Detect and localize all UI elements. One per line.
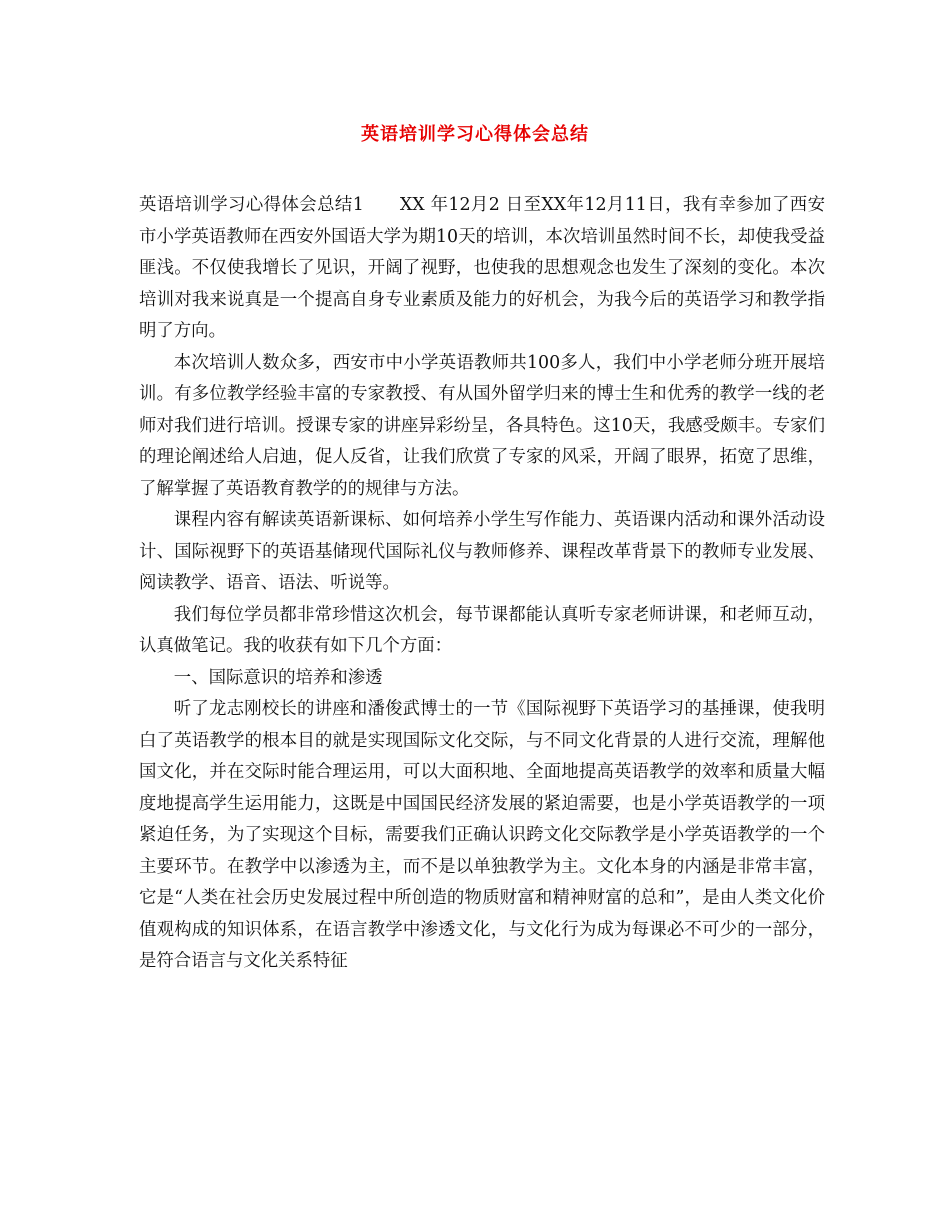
paragraph-2: 本次培训人数众多，西安市中小学英语教师共100多人，我们中小学老师分班开展培训。有多位教学经验丰富的专家教授、有从国外留学归来的博士生和优秀的教学一线的老师对我们进行培训。授课专家的讲座异彩纷呈，各具特色。这10天，我感受颇丰。专家们的理论阐述给人启迪，促人反省，让我们欣赏了专家的风采，开阔了眼界，拓宽了思维，了解掌握了英语教育教学的的规律与方法。 <box>139 352 825 499</box>
paragraph-3: 课程内容有解读英语新课标、如何培养小学生写作能力、英语课内活动和课外活动设计、国际视野下的英语基储现代国际礼仪与教师修养、课程改革背景下的教师专业发展、阅读教学、语音、语法、听说等。 <box>139 510 825 593</box>
paragraph-5: 听了龙志刚校长的讲座和潘俊武博士的一节《国际视野下英语学习的基捶课，使我明白了英语教学的根本目的就是实现国际文化交际，与不同文化背景的人进行交流，理解他国文化，并在交际时能合理运用，可以大面积地、全面地提高英语教学的效率和质量大幅度地提高学生运用能力，这既是中国国民经济发展的紧迫需要，也是小学英语教学的一项紧迫任务，为了实现这个目标，需要我们正确认识跨文化交际教学是小学英语教学的一个主要环节。在教学中以渗透为主，而不是以单独教学为主。文化本身的内涵是非常丰富，它是“人类在社会历史发展过程中所创造的物质财富和精神财富的总和”，是由人类文化价值观构成的知识体系，在语言教学中渗透文化，与文化行为成为每课必不可少的一部分，是符合语言与文化关系特征 <box>139 699 825 971</box>
document-body <box>139 190 825 978</box>
paragraph-4: 我们每位学员都非常珍惜这次机会，每节课都能认真听专家老师讲课，和老师互动，认真做笔记。我的收获有如下几个方面： <box>139 604 825 656</box>
section-heading-1: 一、国际意识的培养和渗透 <box>173 667 383 688</box>
paragraph-1: 英语培训学习心得体会总结1 XX 年12月2 日至XX年12月11日，我有幸参加了西安市小学英语教师在西安外国语大学为期10天的培训，本次培训虽然时间不长，却使我受益匪浅。不仅使我增长了见识，开阔了视野，也使我的思想观念也发生了深刻的变化。本次培训对我来说真是一个提高自身专业素质及能力的好机会，为我今后的英语学习和教学指明了方向。 <box>139 195 825 341</box>
document-title: 英语培训学习心得体会总结 <box>361 124 589 145</box>
